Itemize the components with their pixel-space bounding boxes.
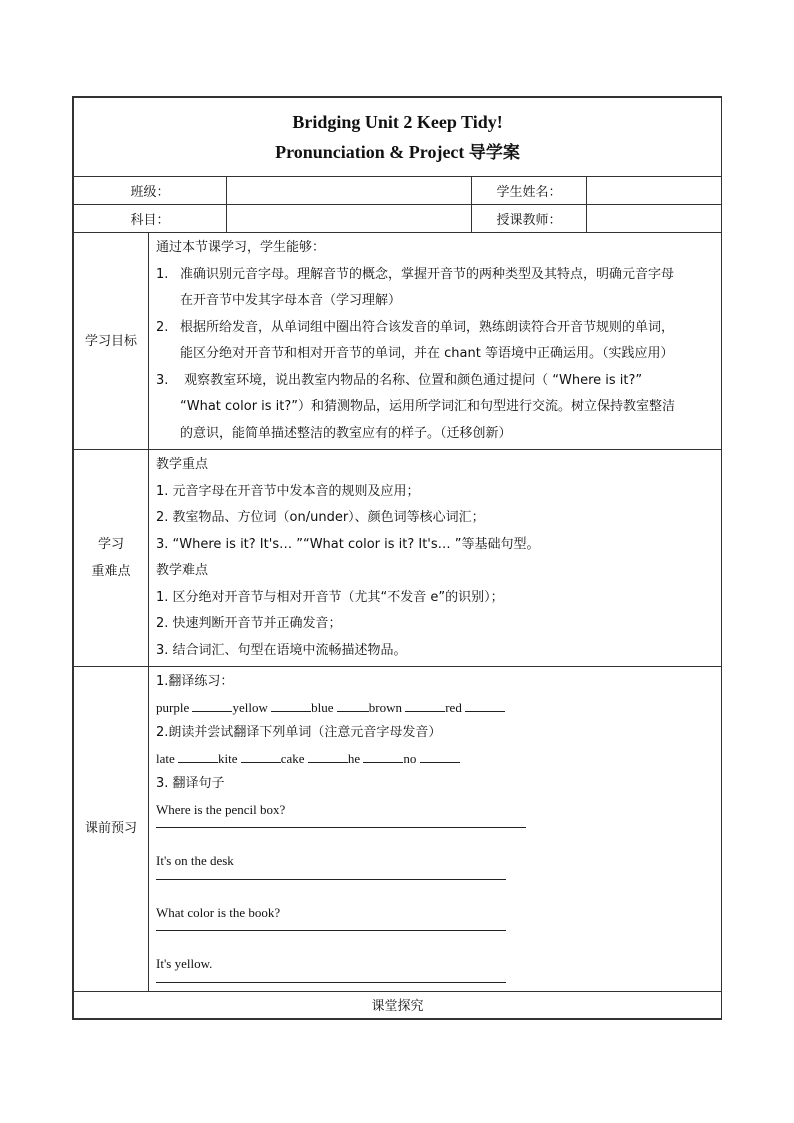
focus-content [149, 450, 722, 667]
teacher-field[interactable] [587, 205, 722, 233]
subject-field[interactable] [227, 205, 472, 233]
answer-line[interactable] [156, 981, 506, 983]
goal-item-cont: 能区分绝对开音节和相对开音节的单词，并在 chant 等语境中正确运用。（实践应用） [180, 346, 674, 361]
goal-item: 3. 观察教室环境，说出教室内物品的名称、位置和颜色通过提问（ “Where is it?” [156, 372, 643, 388]
sentence-prompt: What color is the book? [156, 904, 281, 920]
difficulties-heading: 教学难点 [156, 563, 209, 578]
answer-blank[interactable] [178, 750, 218, 763]
key-points-heading: 教学重点 [156, 457, 209, 472]
sentence-prompt: It's yellow. [156, 956, 213, 971]
title-line2-en: Pronunciation & Project [275, 141, 469, 162]
exercise3-heading: 3. 翻译句子 [156, 776, 225, 791]
title-cell [74, 98, 722, 177]
goal-item-cont: 的意识，能简单描述整洁的教室应有的样子。（迁移创新） [180, 425, 512, 441]
class-exploration-heading: 课堂探究 [74, 991, 722, 1018]
worksheet-table [73, 97, 722, 1019]
sentence-prompt: It's on the desk [156, 853, 234, 868]
goal-item-cont: 在开音节中发其字母本音（学习理解） [180, 293, 402, 308]
answer-blank[interactable] [420, 750, 460, 763]
subject-label: 科目： [74, 205, 227, 233]
answer-blank[interactable] [363, 750, 403, 763]
title-line2 [74, 137, 721, 168]
goal-item-cont: “What color is it?”）和猜测物品，运用所学词汇和句型进行交流。树立保持教室整洁 [180, 399, 676, 414]
exercise1-heading: 1.翻译练习： [156, 674, 234, 689]
title-line2-cn: 导学案 [468, 142, 520, 163]
preview-label: 课前预习 [74, 667, 149, 992]
answer-line[interactable] [156, 826, 526, 828]
preview-content [149, 667, 722, 992]
class-label: 班级： [74, 177, 227, 205]
difficulty-point: 3. 结合词汇、句型在语境中流畅描述物品。 [156, 642, 407, 658]
teacher-label: 授课教师： [472, 205, 587, 233]
difficulty-point: 2. 快速判断开音节并正确发音； [156, 616, 342, 631]
answer-blank[interactable] [241, 750, 281, 763]
key-point: 1. 元音字母在开音节中发本音的规则及应用； [156, 483, 420, 499]
exercise2-heading: 2.朗读并尝试翻译下列单词（注意元音字母发音） [156, 725, 442, 740]
answer-blank[interactable] [271, 699, 311, 712]
goals-label: 学习目标 [74, 233, 149, 450]
goals-content [149, 233, 722, 450]
answer-line[interactable] [156, 929, 506, 931]
focus-label: 学习 重难点 [74, 450, 149, 667]
class-field[interactable] [227, 177, 472, 205]
exercise2-words: late kite cake he no [156, 746, 715, 772]
exercise1-words: purple yellow blue brown red [156, 695, 715, 721]
title-line1: Bridging Unit 2 Keep Tidy! [292, 111, 503, 132]
goal-item: 2. 根据所给发音，从单词组中圈出符合该发音的单词，熟练朗读符合开音节规则的单词， [156, 319, 675, 335]
key-point: 3. “Where is it? It's… ”“What color is it? It's… ”等基础句型。 [156, 536, 540, 552]
sentence-prompt: Where is the pencil box? [156, 801, 286, 817]
goals-intro: 通过本节课学习，学生能够： [156, 240, 326, 255]
answer-blank[interactable] [192, 699, 232, 712]
answer-blank[interactable] [337, 699, 369, 712]
student-name-label: 学生姓名： [472, 177, 587, 205]
key-point: 2. 教室物品、方位词（on/under）、颜色词等核心词汇； [156, 510, 485, 525]
worksheet [72, 96, 722, 1020]
answer-blank[interactable] [308, 750, 348, 763]
goal-item: 1. 准确识别元音字母。理解音节的概念，掌握开音节的两种类型及其特点，明确元音字母 [156, 266, 675, 282]
answer-line[interactable] [156, 878, 506, 880]
answer-blank[interactable] [405, 699, 445, 712]
student-name-field[interactable] [587, 177, 722, 205]
answer-blank[interactable] [465, 699, 505, 712]
difficulty-point: 1. 区分绝对开音节与相对开音节（尤其“不发音 e”的识别）； [156, 589, 504, 605]
